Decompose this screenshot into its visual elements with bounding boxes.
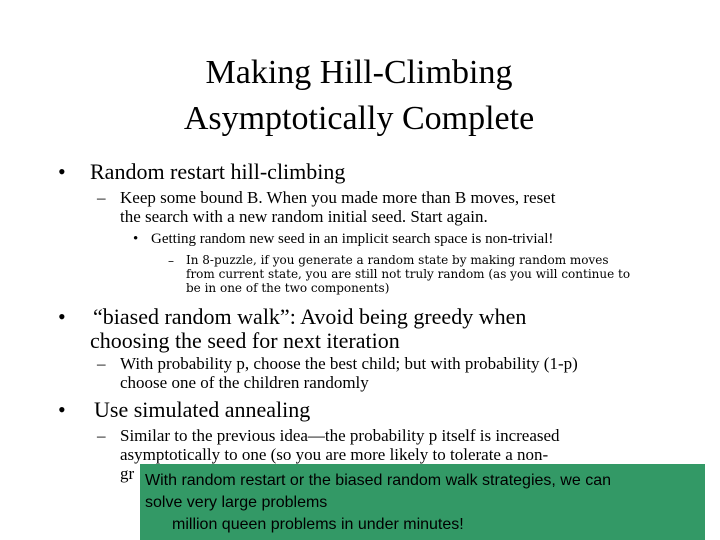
bullet-marker: • xyxy=(58,304,66,329)
sub-bullet-line: gr xyxy=(120,464,135,483)
sub-sub-bullet-random-seed: Getting random new seed in an implicit search space is non-trivial! xyxy=(151,231,554,247)
level4-bullet-8-puzzle xyxy=(186,253,630,295)
sub-bullet-line: With probability p, choose the best child; but with probability (1-p) xyxy=(120,354,578,373)
sub-bullet-probability-p xyxy=(120,354,578,392)
sub-bullet-marker: – xyxy=(97,354,106,373)
sub-bullet-line: the search with a new random initial seed. Start again. xyxy=(120,207,488,226)
level4-line: be in one of the two components) xyxy=(186,281,390,295)
sub-bullet-bound-b xyxy=(120,188,555,226)
overlay-line: million queen problems in under minutes! xyxy=(172,516,464,533)
sub-sub-bullet-marker: • xyxy=(133,231,139,247)
sub-bullet-line: asymptotically to one (so you are more likely to tolerate a non- xyxy=(120,445,549,464)
bullet-simulated-annealing: Use simulated annealing xyxy=(94,397,311,422)
level4-line: from current state, you are still not truly random (as you will continue to xyxy=(186,267,631,281)
bullet-marker: • xyxy=(58,159,66,184)
level4-bullet-marker: – xyxy=(168,254,174,268)
bullet-line: choosing the seed for next iteration xyxy=(90,328,400,353)
sub-bullet-marker: – xyxy=(97,188,106,207)
level4-line: In 8-puzzle, if you generate a random state by making random moves xyxy=(186,253,609,267)
bullet-marker: • xyxy=(58,397,66,422)
slide-title xyxy=(0,50,720,142)
sub-bullet-line: Similar to the previous idea—the probability p itself is increased xyxy=(120,426,560,445)
bullet-biased-random-walk xyxy=(90,305,526,353)
title-line-1: Making Hill-Climbing xyxy=(205,54,513,91)
sub-bullet-line: Keep some bound B. When you made more than B moves, reset xyxy=(120,188,556,207)
sub-bullet-marker: – xyxy=(97,426,106,445)
bullet-line: “biased random walk”: Avoid being greedy when xyxy=(93,304,527,329)
title-line-2: Asymptotically Complete xyxy=(183,100,535,137)
overlay-line: With random restart or the biased random walk strategies, we can xyxy=(145,472,611,489)
overlay-callout xyxy=(140,464,705,540)
bullet-random-restart: Random restart hill-climbing xyxy=(90,159,346,184)
overlay-line: solve very large problems xyxy=(145,494,328,511)
sub-bullet-line: choose one of the children randomly xyxy=(120,373,369,392)
